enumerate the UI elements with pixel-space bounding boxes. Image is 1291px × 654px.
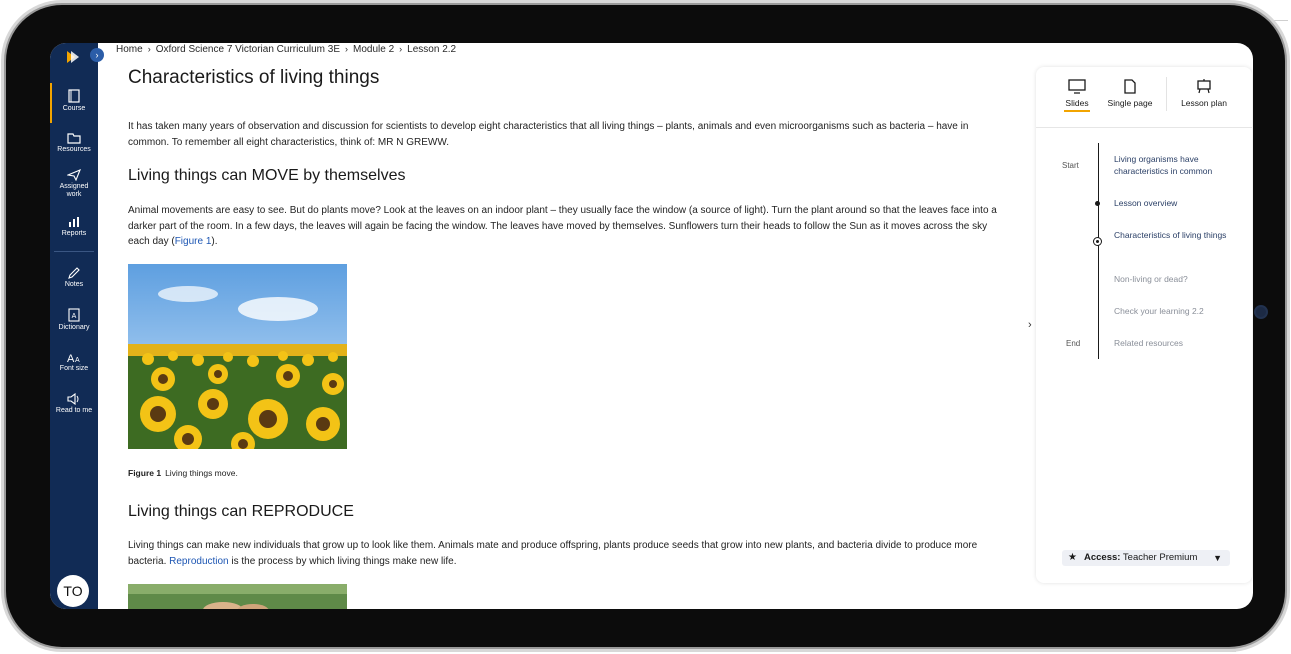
reproduce-text: Living things can make new individuals that grow up to look like them. Animals mate and produce offspring, plants produce seeds that grow into new plants, and bacteria divide to produce more bacteria. <box>128 540 978 567</box>
access-level-dropdown[interactable] <box>1062 550 1230 566</box>
book-icon <box>67 89 81 103</box>
tab-slides[interactable] <box>1062 79 1092 108</box>
nav-label-assigned-work: Assigned work <box>59 183 89 198</box>
chevron-down-icon: ▼ <box>1213 553 1222 563</box>
lesson-side-panel <box>1036 67 1252 583</box>
access-value: Teacher Premium <box>1122 552 1198 563</box>
breadcrumb-home[interactable]: Home <box>116 44 143 55</box>
star-icon: ★ <box>1068 552 1077 563</box>
app-screen <box>50 43 1253 609</box>
nav-label-resources: Resources <box>57 146 91 153</box>
figure-1-label: Figure 1 <box>128 468 162 478</box>
reproduce-paragraph <box>128 538 1000 569</box>
sunflower-photo <box>128 264 347 449</box>
tab-single-page[interactable] <box>1106 79 1154 108</box>
move-text: Animal movements are easy to see. But do plants move? Look at the leaves on an indoor plant – they usually face the window (a source of light). Turn the plant around so that the leaves face into a darker part of the room. In a few days, the leaves will again be facing the window. The leaves have moved by themselves. Sunflowers turn their heads to follow the Sun as it moves across the sky each day ( <box>128 205 997 247</box>
tab-divider <box>1166 77 1167 111</box>
nav-item-assigned-work[interactable] <box>50 169 98 199</box>
move-paragraph <box>128 203 1000 250</box>
toc-item-lesson-overview[interactable]: Lesson overview <box>1114 198 1178 208</box>
nav-label-reports: Reports <box>61 230 87 237</box>
tab-lesson-plan-label: Lesson plan <box>1181 98 1227 108</box>
nav-label-course: Course <box>62 105 86 112</box>
pencil-icon <box>67 267 81 279</box>
move-text-end: ). <box>211 236 218 247</box>
nav-label-notes: Notes <box>64 281 84 288</box>
page-icon <box>1123 79 1137 94</box>
breadcrumb-lesson[interactable]: Lesson 2.2 <box>407 44 457 55</box>
nav-label-font-size: Font size <box>59 365 89 372</box>
nav-item-course[interactable] <box>50 89 98 113</box>
nav-expand-button[interactable]: › <box>90 48 104 62</box>
reproduction-link[interactable]: Reproduction <box>169 555 229 567</box>
nav-item-read-to-me[interactable] <box>50 393 98 415</box>
svg-text:A: A <box>67 353 75 363</box>
camera-dot <box>1256 307 1266 317</box>
nav-label-dictionary: Dictionary <box>58 324 90 331</box>
breadcrumb-module[interactable]: Module 2 <box>353 44 395 55</box>
toc-done-dot <box>1095 201 1100 206</box>
speaker-icon <box>67 393 81 405</box>
section-heading-move: Living things can MOVE by themselves <box>128 167 406 184</box>
page-title: Characteristics of living things <box>128 67 380 88</box>
toc-item-related-resources[interactable]: Related resources <box>1114 338 1183 348</box>
toc-item-characteristics[interactable]: Characteristics of living things <box>1114 230 1227 240</box>
tab-lesson-plan[interactable] <box>1178 79 1230 108</box>
toc-item-non-living[interactable]: Non-living or dead? <box>1114 274 1188 284</box>
breadcrumb-separator: › <box>399 44 403 54</box>
lesson-plan-icon <box>1196 79 1212 94</box>
left-nav <box>50 43 98 609</box>
app-logo-icon[interactable] <box>65 49 81 65</box>
breadcrumb-separator: › <box>345 44 349 54</box>
dictionary-icon <box>67 308 81 322</box>
reproduce-text-end: is the process by which living things make new life. <box>228 555 457 567</box>
toc-item-living-organisms[interactable]: Living organisms have characteristics in common <box>1114 154 1213 176</box>
nav-item-notes[interactable] <box>50 267 98 289</box>
tab-slides-label: Slides <box>1065 98 1089 108</box>
chart-icon <box>67 216 81 228</box>
toc-item-check-learning[interactable]: Check your learning 2.2 <box>1114 306 1204 316</box>
tab-single-page-label: Single page <box>1107 98 1153 108</box>
nav-item-font-size[interactable] <box>50 351 98 373</box>
figure-1-caption <box>128 468 238 478</box>
toc-progress-line <box>1098 143 1099 359</box>
toc-current-marker <box>1093 237 1102 246</box>
user-avatar[interactable]: TO <box>57 575 89 607</box>
intro-paragraph: It has taken many years of observation and discussion for scientists to develop eight characteristics that all living things – plants, animals and even microorganisms such as bacteria – have in common. To remember all eight characteristics, think of: MR N GREWW. <box>128 121 969 148</box>
nav-item-resources[interactable] <box>50 132 98 154</box>
breadcrumb-course[interactable]: Oxford Science 7 Victorian Curriculum 3E <box>155 44 341 55</box>
svg-text:A: A <box>71 313 77 320</box>
access-label: Access: <box>1084 552 1121 563</box>
folder-icon <box>67 132 81 144</box>
svg-text:A: A <box>75 357 80 363</box>
breadcrumb <box>116 43 456 55</box>
panel-collapse-chevron-icon[interactable]: › <box>1028 319 1032 331</box>
figure-1-link[interactable]: Figure 1 <box>174 236 212 247</box>
send-icon <box>67 169 81 181</box>
tablet-frame <box>6 5 1285 647</box>
section-heading-reproduce: Living things can REPRODUCE <box>128 503 354 520</box>
reproduction-photo <box>128 584 347 609</box>
toc-end-label: End <box>1066 339 1081 348</box>
nav-divider <box>54 251 94 252</box>
breadcrumb-separator: › <box>147 44 151 54</box>
figure-1-caption-text: Living things move. <box>165 468 238 478</box>
lesson-content <box>128 67 1008 567</box>
toc-start-label: Start <box>1062 161 1079 170</box>
view-tabs <box>1036 67 1252 128</box>
nav-label-read-to-me: Read to me <box>55 407 93 414</box>
nav-item-dictionary[interactable] <box>50 308 98 332</box>
nav-item-reports[interactable] <box>50 216 98 238</box>
monitor-icon <box>1068 79 1086 94</box>
font-size-icon <box>67 351 81 363</box>
